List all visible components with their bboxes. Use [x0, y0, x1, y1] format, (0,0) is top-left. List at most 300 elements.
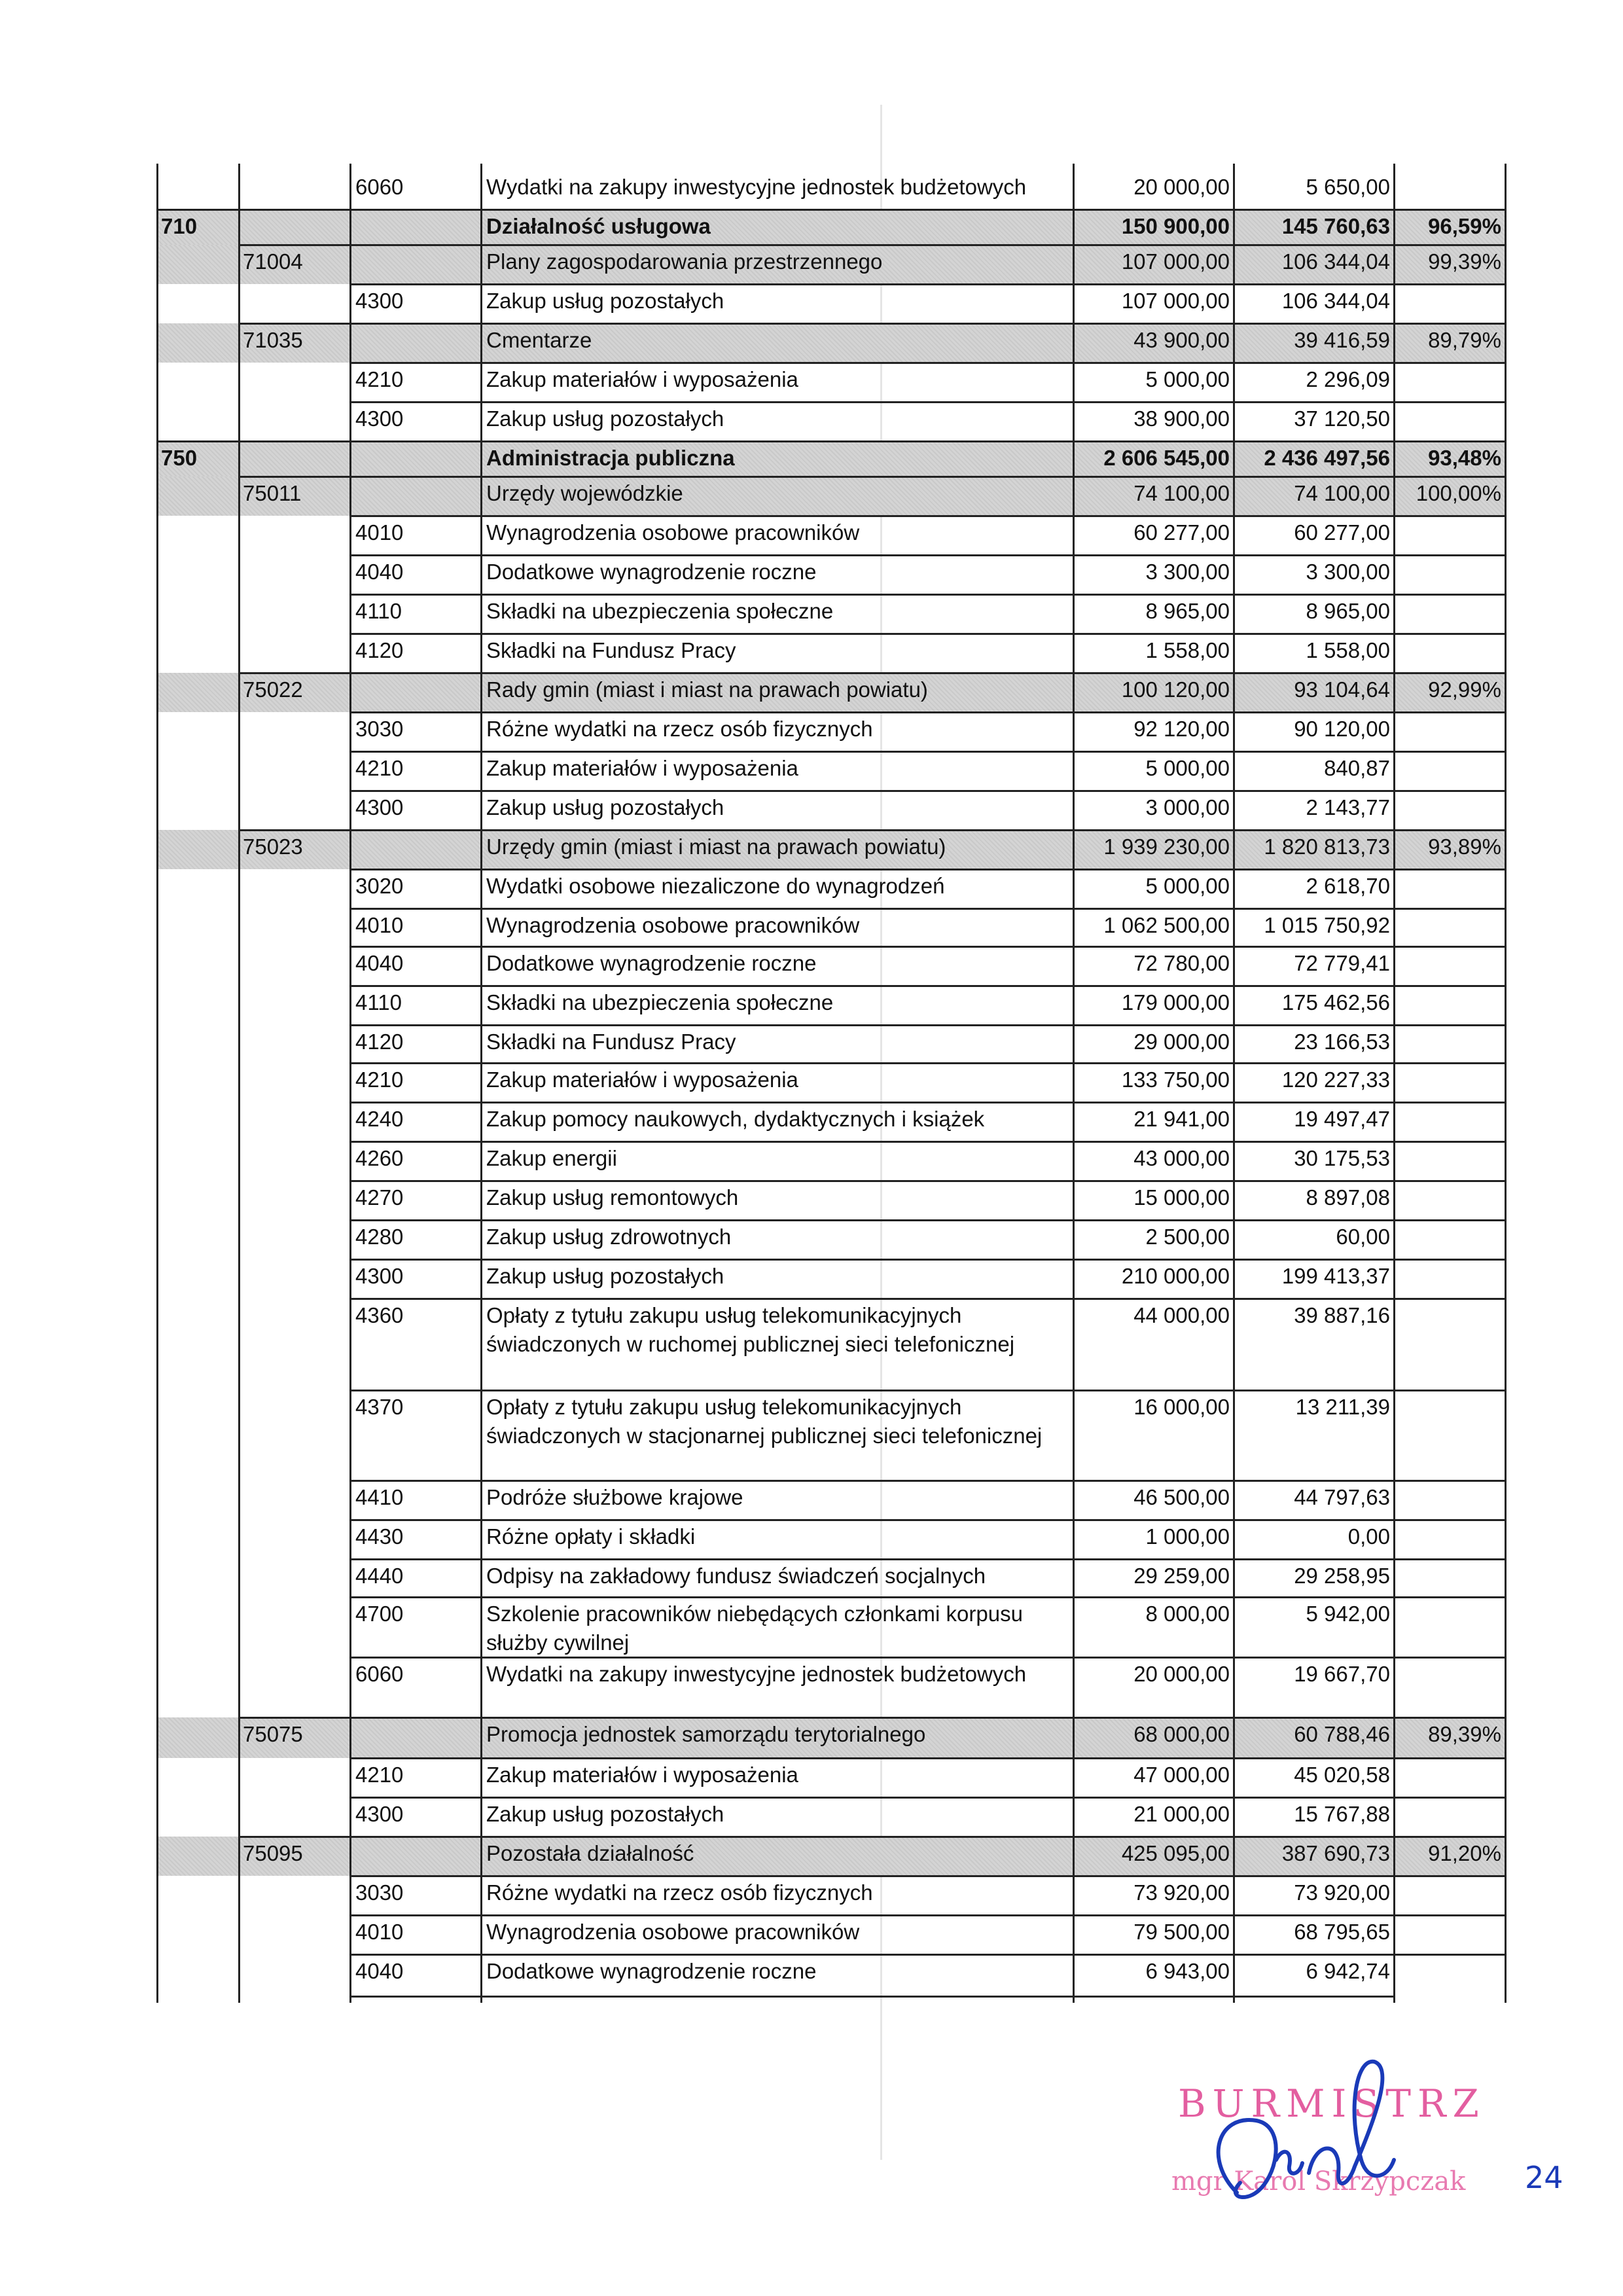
plan-cell: 46 500,00 — [1133, 1485, 1230, 1509]
plan-cell: 1 062 500,00 — [1103, 913, 1230, 937]
wykonanie-cell: 44 797,63 — [1294, 1485, 1390, 1509]
procent-cell — [1394, 1915, 1505, 1954]
grid-hline — [239, 829, 1505, 831]
rozdzial-cell — [239, 170, 350, 209]
procent-cell: 93,48% — [1428, 446, 1501, 470]
grid-hline — [350, 283, 1505, 285]
rozdzial-cell — [239, 284, 350, 323]
table-row — [157, 1915, 1505, 1954]
name-cell: Wynagrodzenia osobowe pracowników — [486, 520, 860, 545]
dzial-cell — [157, 1480, 239, 1520]
name-cell: Zakup materiałów i wyposażenia — [486, 1067, 798, 1092]
handwritten-signature — [1178, 2042, 1453, 2225]
paragraf-cell: 4040 — [355, 1959, 404, 1983]
grid-hline — [350, 1259, 1505, 1261]
plan-cell: 72 780,00 — [1133, 951, 1230, 975]
table-row — [157, 1102, 1505, 1141]
rozdzial-row — [157, 245, 1505, 284]
grid-hline — [350, 1480, 1505, 1482]
rozdzial-cell — [239, 1480, 350, 1520]
plan-cell: 133 750,00 — [1121, 1067, 1230, 1092]
wykonanie-cell: 37 120,50 — [1294, 406, 1390, 431]
procent-cell — [1394, 1876, 1505, 1915]
grid-hline — [350, 1062, 1505, 1064]
table-row — [157, 869, 1505, 908]
paragraf-cell — [350, 323, 481, 363]
plan-cell: 107 000,00 — [1121, 249, 1230, 274]
rozdzial-row — [157, 673, 1505, 712]
grid-vline — [1505, 164, 1507, 2003]
procent-cell — [1394, 1758, 1505, 1797]
wykonanie-cell: 199 413,37 — [1281, 1264, 1390, 1288]
procent-cell — [1394, 1259, 1505, 1299]
table-row — [157, 555, 1505, 594]
wykonanie-cell: 106 344,04 — [1281, 289, 1390, 313]
plan-cell: 1 000,00 — [1145, 1524, 1230, 1549]
wykonanie-cell: 2 436 497,56 — [1264, 446, 1390, 470]
grid-hline — [157, 209, 1505, 211]
dzial-cell — [157, 1390, 239, 1480]
rozdzial-row — [157, 476, 1505, 516]
grid-hline — [350, 1657, 1505, 1659]
rozdzial-cell: 75022 — [243, 677, 303, 702]
procent-cell — [1394, 1063, 1505, 1102]
paragraf-cell: 4280 — [355, 1225, 404, 1249]
procent-cell — [1394, 751, 1505, 791]
wykonanie-cell: 19 667,70 — [1294, 1662, 1390, 1686]
plan-cell: 68 000,00 — [1133, 1722, 1230, 1746]
dzial-cell — [157, 830, 239, 869]
paragraf-cell: 4210 — [355, 367, 404, 391]
grid-hline — [350, 1558, 1505, 1560]
dzial-cell — [157, 1837, 239, 1876]
grid-vline — [480, 164, 482, 2003]
dzial-cell — [157, 1797, 239, 1837]
plan-cell: 92 120,00 — [1133, 717, 1230, 741]
plan-cell: 5 000,00 — [1145, 756, 1230, 780]
wykonanie-cell: 1 015 750,92 — [1264, 913, 1390, 937]
rozdzial-cell — [239, 441, 350, 476]
name-cell: Promocja jednostek samorządu terytorialnego — [486, 1722, 926, 1746]
paragraf-cell: 4300 — [355, 1802, 404, 1826]
stamp-title: BURMISTRZ — [1178, 2081, 1486, 2126]
procent-cell: 93,89% — [1428, 834, 1501, 859]
table-row — [157, 1876, 1505, 1915]
dzial-cell — [157, 516, 239, 555]
grid-hline — [350, 1996, 1394, 1998]
rozdzial-cell: 75023 — [243, 834, 303, 859]
procent-cell — [1394, 594, 1505, 634]
rozdzial-cell — [239, 986, 350, 1025]
paragraf-cell: 3020 — [355, 874, 404, 898]
wykonanie-cell: 1 558,00 — [1306, 638, 1390, 662]
plan-cell: 73 920,00 — [1133, 1880, 1230, 1905]
paragraf-cell: 4120 — [355, 1030, 404, 1054]
table-row — [157, 594, 1505, 634]
rozdzial-cell — [239, 751, 350, 791]
plan-cell: 100 120,00 — [1121, 677, 1230, 702]
grid-hline — [350, 1102, 1505, 1103]
grid-hline — [350, 1024, 1505, 1026]
procent-cell — [1394, 986, 1505, 1025]
wykonanie-cell: 60 277,00 — [1294, 520, 1390, 545]
paragraf-cell: 3030 — [355, 1880, 404, 1905]
dzial-cell — [157, 1717, 239, 1758]
grid-hline — [350, 1519, 1505, 1521]
plan-cell: 43 900,00 — [1133, 328, 1230, 352]
table-row — [157, 1181, 1505, 1220]
grid-hline — [239, 244, 1505, 246]
grid-hline — [239, 672, 1505, 674]
paragraf-cell: 4210 — [355, 1763, 404, 1787]
dzial-cell — [157, 1520, 239, 1559]
table-row — [157, 634, 1505, 673]
name-cell: Dodatkowe wynagrodzenie roczne — [486, 1959, 817, 1983]
paragraf-cell: 6060 — [355, 1662, 404, 1686]
wykonanie-cell: 73 920,00 — [1294, 1880, 1390, 1905]
grid-hline — [350, 1757, 1505, 1759]
name-cell: Podróże służbowe krajowe — [486, 1485, 743, 1509]
table-row — [157, 1657, 1505, 1717]
wykonanie-cell: 387 690,73 — [1281, 1841, 1390, 1865]
name-cell: Zakup usług zdrowotnych — [486, 1225, 732, 1249]
paragraf-cell — [350, 245, 481, 284]
plan-cell: 20 000,00 — [1133, 1662, 1230, 1686]
paragraf-cell: 4240 — [355, 1107, 404, 1131]
procent-cell — [1394, 555, 1505, 594]
paragraf-cell: 4210 — [355, 1067, 404, 1092]
plan-cell: 20 000,00 — [1133, 175, 1230, 199]
rozdzial-cell — [239, 634, 350, 673]
plan-cell: 21 941,00 — [1133, 1107, 1230, 1131]
grid-hline — [350, 751, 1505, 753]
grid-hline — [350, 1875, 1505, 1877]
grid-hline — [350, 869, 1505, 870]
wykonanie-cell: 1 820 813,73 — [1264, 834, 1390, 859]
plan-cell: 47 000,00 — [1133, 1763, 1230, 1787]
dzial-cell — [157, 634, 239, 673]
grid-hline — [350, 711, 1505, 713]
plan-cell: 60 277,00 — [1133, 520, 1230, 545]
rozdzial-cell — [239, 1559, 350, 1597]
paragraf-cell: 4040 — [355, 560, 404, 584]
name-cell: Rady gmin (miast i miast na prawach powiatu) — [486, 677, 928, 702]
procent-cell — [1394, 791, 1505, 830]
procent-cell — [1394, 869, 1505, 908]
grid-hline — [350, 946, 1505, 948]
table-row — [157, 1390, 1505, 1480]
dzial-cell — [157, 1559, 239, 1597]
rozdzial-cell — [239, 1597, 350, 1657]
dzial-cell — [157, 170, 239, 209]
wykonanie-cell: 72 779,41 — [1294, 951, 1390, 975]
paragraf-cell: 4430 — [355, 1524, 404, 1549]
procent-cell — [1394, 1480, 1505, 1520]
wykonanie-cell: 23 166,53 — [1294, 1030, 1390, 1054]
procent-cell — [1394, 284, 1505, 323]
procent-cell — [1394, 1559, 1505, 1597]
table-row — [157, 908, 1505, 946]
grid-vline — [1073, 164, 1075, 2003]
plan-cell: 179 000,00 — [1121, 990, 1230, 1014]
name-cell: Składki na Fundusz Pracy — [486, 1030, 736, 1054]
procent-cell: 96,59% — [1428, 214, 1501, 238]
dzial-cell — [157, 946, 239, 986]
plan-cell: 29 000,00 — [1133, 1030, 1230, 1054]
name-cell: Wynagrodzenia osobowe pracowników — [486, 913, 860, 937]
dzial-cell — [157, 712, 239, 751]
rozdzial-cell — [239, 1063, 350, 1102]
rozdzial-cell — [239, 1181, 350, 1220]
plan-cell: 6 943,00 — [1145, 1959, 1230, 1983]
dzial-cell: 710 — [161, 214, 198, 238]
wykonanie-cell: 29 258,95 — [1294, 1564, 1390, 1588]
name-cell: Działalność usługowa — [486, 214, 711, 238]
rozdzial-cell — [239, 946, 350, 986]
paragraf-cell: 4360 — [355, 1303, 404, 1327]
dzial-cell — [157, 363, 239, 402]
name-cell: Składki na ubezpieczenia społeczne — [486, 599, 834, 623]
table-row — [157, 1259, 1505, 1299]
rozdzial-cell — [239, 908, 350, 946]
name-cell: Zakup materiałów i wyposażenia — [486, 367, 798, 391]
table-row — [157, 1954, 1505, 1996]
name-cell: Zakup usług pozostałych — [486, 289, 724, 313]
paragraf-cell: 4040 — [355, 951, 404, 975]
wykonanie-cell: 8 965,00 — [1306, 599, 1390, 623]
wykonanie-cell: 60,00 — [1336, 1225, 1390, 1249]
plan-cell: 5 000,00 — [1145, 367, 1230, 391]
grid-hline — [350, 908, 1505, 910]
paragraf-cell — [350, 673, 481, 712]
grid-hline — [350, 985, 1505, 987]
dzial-cell — [157, 1657, 239, 1717]
plan-cell: 2 606 545,00 — [1103, 446, 1230, 470]
name-cell: Opłaty z tytułu zakupu usług telekomunikacyjnych świadczonych w ruchomej publicznej sieci telefonicznej — [486, 1303, 1015, 1356]
plan-cell: 150 900,00 — [1121, 214, 1230, 238]
grid-hline — [350, 1298, 1505, 1300]
procent-cell: 99,39% — [1428, 249, 1501, 274]
rozdzial-cell — [239, 1657, 350, 1717]
grid-hline — [350, 1180, 1505, 1182]
grid-hline — [350, 1797, 1505, 1799]
rozdzial-cell: 71035 — [243, 328, 303, 352]
name-cell: Zakup energii — [486, 1146, 617, 1170]
grid-hline — [350, 790, 1505, 792]
procent-cell — [1394, 1657, 1505, 1717]
paragraf-cell: 4410 — [355, 1485, 404, 1509]
procent-cell — [1394, 1141, 1505, 1181]
grid-hline — [239, 1836, 1505, 1838]
wykonanie-cell: 45 020,58 — [1294, 1763, 1390, 1787]
grid-hline — [350, 1141, 1505, 1143]
dzial-cell — [157, 1954, 239, 1996]
rozdzial-cell — [239, 869, 350, 908]
table-row — [157, 1797, 1505, 1837]
procent-cell — [1394, 363, 1505, 402]
rozdzial-cell — [239, 1758, 350, 1797]
dzial-cell — [157, 673, 239, 712]
rozdzial-cell — [239, 1102, 350, 1141]
dzial-cell — [157, 1063, 239, 1102]
dzial-cell — [157, 1220, 239, 1259]
paragraf-cell — [350, 830, 481, 869]
name-cell: Zakup usług pozostałych — [486, 406, 724, 431]
grid-vline — [349, 164, 351, 2003]
grid-hline — [350, 1390, 1505, 1391]
dzial-cell — [157, 1299, 239, 1390]
table-row — [157, 1063, 1505, 1102]
paragraf-cell: 4010 — [355, 520, 404, 545]
paragraf-cell — [350, 441, 481, 476]
wykonanie-cell: 2 618,70 — [1306, 874, 1390, 898]
paragraf-cell: 4300 — [355, 289, 404, 313]
wykonanie-cell: 106 344,04 — [1281, 249, 1390, 274]
rozdzial-cell — [239, 1259, 350, 1299]
plan-cell: 107 000,00 — [1121, 289, 1230, 313]
dzial-row — [157, 441, 1505, 476]
table-row — [157, 1758, 1505, 1797]
wykonanie-cell: 2 296,09 — [1306, 367, 1390, 391]
name-cell: Urzędy gmin (miast i miast na prawach powiatu) — [486, 834, 946, 859]
name-cell: Zakup pomocy naukowych, dydaktycznych i książek — [486, 1107, 985, 1131]
wykonanie-cell: 74 100,00 — [1294, 481, 1390, 505]
name-cell: Zakup usług pozostałych — [486, 1264, 724, 1288]
wykonanie-cell: 60 788,46 — [1294, 1722, 1390, 1746]
procent-cell — [1394, 170, 1505, 209]
table-row — [157, 1597, 1505, 1657]
plan-cell: 44 000,00 — [1133, 1303, 1230, 1327]
wykonanie-cell: 175 462,56 — [1281, 990, 1390, 1014]
rozdzial-cell — [239, 712, 350, 751]
procent-cell — [1394, 1597, 1505, 1657]
name-cell: Administracja publiczna — [486, 446, 735, 470]
paragraf-cell — [350, 209, 481, 245]
name-cell: Cmentarze — [486, 328, 592, 352]
wykonanie-cell: 2 143,77 — [1306, 795, 1390, 819]
wykonanie-cell: 15 767,88 — [1294, 1802, 1390, 1826]
wykonanie-cell: 19 497,47 — [1294, 1107, 1390, 1131]
plan-cell: 5 000,00 — [1145, 874, 1230, 898]
paragraf-cell: 6060 — [355, 175, 404, 199]
table-row — [157, 1520, 1505, 1559]
grid-hline — [350, 554, 1505, 556]
table-row — [157, 1559, 1505, 1597]
procent-cell — [1394, 1954, 1505, 1996]
dzial-cell — [157, 1141, 239, 1181]
rozdzial-cell — [239, 555, 350, 594]
rozdzial-row — [157, 1837, 1505, 1876]
wykonanie-cell: 39 416,59 — [1294, 328, 1390, 352]
grid-hline — [350, 1596, 1505, 1598]
name-cell: Dodatkowe wynagrodzenie roczne — [486, 951, 817, 975]
name-cell: Różne opłaty i składki — [486, 1524, 696, 1549]
table-row — [157, 712, 1505, 751]
grid-hline — [350, 1914, 1505, 1916]
dzial-cell — [157, 594, 239, 634]
name-cell: Urzędy wojewódzkie — [486, 481, 683, 505]
paragraf-cell: 4260 — [355, 1146, 404, 1170]
rozdzial-cell — [239, 1025, 350, 1063]
grid-hline — [157, 440, 1505, 442]
page-number: 24 — [1525, 2160, 1563, 2195]
wykonanie-cell: 3 300,00 — [1306, 560, 1390, 584]
paragraf-cell: 4110 — [355, 599, 402, 623]
rozdzial-cell — [239, 402, 350, 441]
rozdzial-cell: 75095 — [243, 1841, 303, 1865]
name-cell: Wydatki na zakupy inwestycyjne jednostek budżetowych — [486, 1662, 1027, 1686]
procent-cell — [1394, 1220, 1505, 1259]
wykonanie-cell: 120 227,33 — [1281, 1067, 1390, 1092]
rozdzial-cell — [239, 363, 350, 402]
paragraf-cell: 4300 — [355, 795, 404, 819]
procent-cell — [1394, 402, 1505, 441]
plan-cell: 1 939 230,00 — [1103, 834, 1230, 859]
paragraf-cell: 4370 — [355, 1395, 404, 1419]
paragraf-cell — [350, 1717, 481, 1758]
name-cell: Zakup usług pozostałych — [486, 1802, 724, 1826]
dzial-cell — [157, 1876, 239, 1915]
name-cell: Składki na Fundusz Pracy — [486, 638, 736, 662]
table-row — [157, 1220, 1505, 1259]
rozdzial-cell — [239, 791, 350, 830]
plan-cell: 3 000,00 — [1145, 795, 1230, 819]
table-row — [157, 1141, 1505, 1181]
dzial-row — [157, 209, 1505, 245]
name-cell: Odpisy na zakładowy fundusz świadczeń socjalnych — [486, 1564, 986, 1588]
plan-cell: 43 000,00 — [1133, 1146, 1230, 1170]
procent-cell: 92,99% — [1428, 677, 1501, 702]
wykonanie-cell: 8 897,08 — [1306, 1185, 1390, 1210]
wykonanie-cell: 5 942,00 — [1306, 1602, 1390, 1626]
plan-cell: 74 100,00 — [1133, 481, 1230, 505]
wykonanie-cell: 145 760,63 — [1281, 214, 1390, 238]
procent-cell — [1394, 1520, 1505, 1559]
expenditure-table — [157, 170, 1505, 1996]
procent-cell — [1394, 634, 1505, 673]
table-row — [157, 1480, 1505, 1520]
table-row — [157, 402, 1505, 441]
rozdzial-cell — [239, 1390, 350, 1480]
rozdzial-cell — [239, 594, 350, 634]
plan-cell: 16 000,00 — [1133, 1395, 1230, 1419]
procent-cell — [1394, 1390, 1505, 1480]
procent-cell: 91,20% — [1428, 1841, 1501, 1865]
wykonanie-cell: 93 104,64 — [1294, 677, 1390, 702]
name-cell: Opłaty z tytułu zakupu usług telekomunikacyjnych świadczonych w stacjonarnej publicznej sieci telefonicznej — [486, 1395, 1043, 1448]
name-cell: Wydatki na zakupy inwestycyjne jednostek budżetowych — [486, 175, 1027, 199]
rozdzial-cell: 75011 — [243, 481, 302, 505]
plan-cell: 8 965,00 — [1145, 599, 1230, 623]
dzial-cell — [157, 1025, 239, 1063]
grid-vline — [238, 164, 240, 2003]
rozdzial-cell — [239, 1876, 350, 1915]
procent-cell — [1394, 1102, 1505, 1141]
wykonanie-cell: 840,87 — [1324, 756, 1390, 780]
paragraf-cell: 4010 — [355, 1920, 404, 1944]
rozdzial-cell — [239, 1299, 350, 1390]
plan-cell: 425 095,00 — [1121, 1841, 1230, 1865]
table-row — [157, 791, 1505, 830]
rozdzial-cell — [239, 1797, 350, 1837]
grid-hline — [350, 1954, 1505, 1956]
procent-cell: 100,00% — [1416, 481, 1501, 505]
table-row — [157, 516, 1505, 555]
plan-cell: 2 500,00 — [1145, 1225, 1230, 1249]
dzial-cell — [157, 1597, 239, 1657]
dzial-cell — [157, 791, 239, 830]
rozdzial-cell — [239, 1954, 350, 1996]
